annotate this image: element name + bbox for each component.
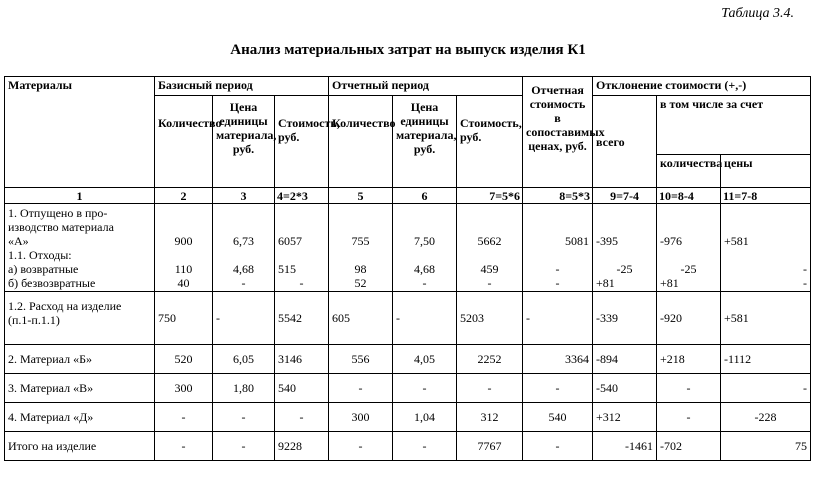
cell-value: - <box>657 403 721 432</box>
column-number: 9=7-4 <box>593 188 657 204</box>
cell-value: 312 <box>457 403 523 432</box>
cell-value: - <box>213 292 275 345</box>
table-row-total <box>5 432 811 461</box>
cell-value: 4,68 <box>414 262 436 276</box>
cell-value: 1,80 <box>213 374 275 403</box>
table-row <box>5 374 811 403</box>
header-dev-price: цены <box>721 155 811 188</box>
cell-value: -894 <box>593 345 657 374</box>
row-label: (п.1-п.1.1) <box>8 313 60 327</box>
row-label: изводство материала <box>8 220 114 234</box>
header-deviation: Отклонение стоимости (+,-) <box>593 77 811 96</box>
header-report-period: Отчетный период <box>329 77 523 96</box>
table-row <box>5 292 811 345</box>
cell-value: 1,04 <box>393 403 457 432</box>
cell-value: 110 <box>174 262 193 276</box>
cell-value: - <box>523 432 593 461</box>
cell-value: +218 <box>657 345 721 374</box>
column-number: 11=7-8 <box>721 188 811 204</box>
cell-value: - <box>329 432 393 461</box>
row-label: 2. Материал «Б» <box>5 345 155 374</box>
column-number: 2 <box>155 188 213 204</box>
header-materials: Материалы <box>5 77 155 188</box>
cell-value: 540 <box>275 374 329 403</box>
column-number: 3 <box>213 188 275 204</box>
header-report-price: Цена единицы материала, руб. <box>393 96 457 188</box>
cell-value: - <box>155 432 213 461</box>
cell-value: 300 <box>155 374 213 403</box>
header-base-period: Базисный период <box>155 77 329 96</box>
cell-value: -228 <box>721 403 811 432</box>
cell-value: -702 <box>657 432 721 461</box>
table-caption: Таблица 3.4. <box>721 6 794 21</box>
cell-value: -976 <box>660 234 683 248</box>
cell-value: 3364 <box>523 345 593 374</box>
cell-value: -339 <box>593 292 657 345</box>
cell-value: 9228 <box>275 432 329 461</box>
cell-value: 4,05 <box>393 345 457 374</box>
header-dev-qty: количества <box>657 155 721 188</box>
row-label: 1.1. Отходы: <box>8 248 72 262</box>
materials-table <box>4 76 811 461</box>
cell-value: 5203 <box>457 292 523 345</box>
cell-value: 2252 <box>457 345 523 374</box>
column-number: 1 <box>5 188 155 204</box>
cell-value: - <box>657 374 721 403</box>
cell-value: -1461 <box>593 432 657 461</box>
row-label: 4. Материал «Д» <box>5 403 155 432</box>
cell-value: -25 <box>616 262 633 276</box>
cell-value: 300 <box>329 403 393 432</box>
cell-value: -920 <box>657 292 721 345</box>
header-report-cost: Стоимость, руб. <box>457 96 523 188</box>
header-base-qty: Количество <box>155 96 213 188</box>
cell-value: +312 <box>593 403 657 432</box>
header-report-comparable: Отчетная стоимость в сопоставимых ценах, руб. <box>523 77 593 188</box>
cell-value: 98 <box>354 262 367 276</box>
cell-value: 5662 <box>477 234 502 248</box>
table-row <box>5 345 811 374</box>
cell-value: - <box>299 276 304 290</box>
cell-value: - <box>422 276 427 290</box>
cell-value: 6,73 <box>233 234 254 248</box>
cell-value: 52 <box>354 276 367 290</box>
column-number: 5 <box>329 188 393 204</box>
cell-value: 520 <box>155 345 213 374</box>
cell-value: -25 <box>680 262 697 276</box>
cell-value: 75 <box>721 432 811 461</box>
cell-value: - <box>241 276 246 290</box>
cell-value: - <box>555 262 560 276</box>
header-base-cost: Стоимость, руб. <box>275 96 329 188</box>
cell-value: 515 <box>278 262 296 276</box>
cell-value: - <box>523 292 593 345</box>
cell-value: 556 <box>329 345 393 374</box>
row-label: 1.2. Расход на изделие <box>8 299 122 313</box>
cell-value: +581 <box>724 234 749 248</box>
header-dev-total: всего <box>593 96 657 188</box>
cell-value: - <box>393 374 457 403</box>
row-label: б) безвозвратные <box>8 276 96 290</box>
cell-value: 900 <box>174 234 193 248</box>
cell-value: - <box>275 403 329 432</box>
cell-value: +581 <box>721 292 811 345</box>
column-number: 10=8-4 <box>657 188 721 204</box>
page-title: Анализ материальных затрат на выпуск изделия К1 <box>230 42 586 58</box>
cell-value: 540 <box>523 403 593 432</box>
cell-value: - <box>555 276 560 290</box>
row-label: «А» <box>8 234 29 248</box>
cell-value: 7767 <box>457 432 523 461</box>
cell-value: 40 <box>177 276 190 290</box>
column-number: 4=2*3 <box>275 188 329 204</box>
cell-value: - <box>523 374 593 403</box>
cell-value: 750 <box>155 292 213 345</box>
cell-value: -540 <box>593 374 657 403</box>
cell-value: - <box>393 292 457 345</box>
cell-value: - <box>213 432 275 461</box>
cell-value: - <box>457 374 523 403</box>
column-number: 6 <box>393 188 457 204</box>
row-label: а) возвратные <box>8 262 79 276</box>
cell-value: - <box>393 432 457 461</box>
table-row <box>5 204 811 292</box>
cell-value: 4,68 <box>233 262 254 276</box>
cell-value: -395 <box>596 234 619 248</box>
table-row <box>5 403 811 432</box>
cell-value: 6057 <box>278 234 302 248</box>
header-report-qty: Количество <box>329 96 393 188</box>
cell-value: - <box>721 374 811 403</box>
cell-value: 5542 <box>275 292 329 345</box>
cell-value: - <box>329 374 393 403</box>
cell-value: 605 <box>329 292 393 345</box>
cell-value: 7,50 <box>414 234 436 248</box>
cell-value: - <box>213 403 275 432</box>
header-base-price: Цена единицы материала, руб. <box>213 96 275 188</box>
row-label: Итого на изделие <box>5 432 155 461</box>
row-label: 3. Материал «В» <box>5 374 155 403</box>
row-label: 1. Отпущено в про- <box>8 206 108 220</box>
cell-value: +81 <box>596 276 615 290</box>
header-dev-incl: в том числе за счет <box>657 96 811 155</box>
cell-value: - <box>487 276 492 290</box>
cell-value: 6,05 <box>213 345 275 374</box>
cell-value: - <box>803 262 808 276</box>
cell-value: - <box>803 276 808 290</box>
cell-value: - <box>155 403 213 432</box>
cell-value: 5081 <box>565 234 590 248</box>
cell-value: +81 <box>660 276 679 290</box>
column-number: 8=5*3 <box>523 188 593 204</box>
cell-value: 755 <box>351 234 370 248</box>
column-number: 7=5*6 <box>457 188 523 204</box>
cell-value: 459 <box>480 262 499 276</box>
cell-value: -1112 <box>721 345 811 374</box>
cell-value: 3146 <box>275 345 329 374</box>
